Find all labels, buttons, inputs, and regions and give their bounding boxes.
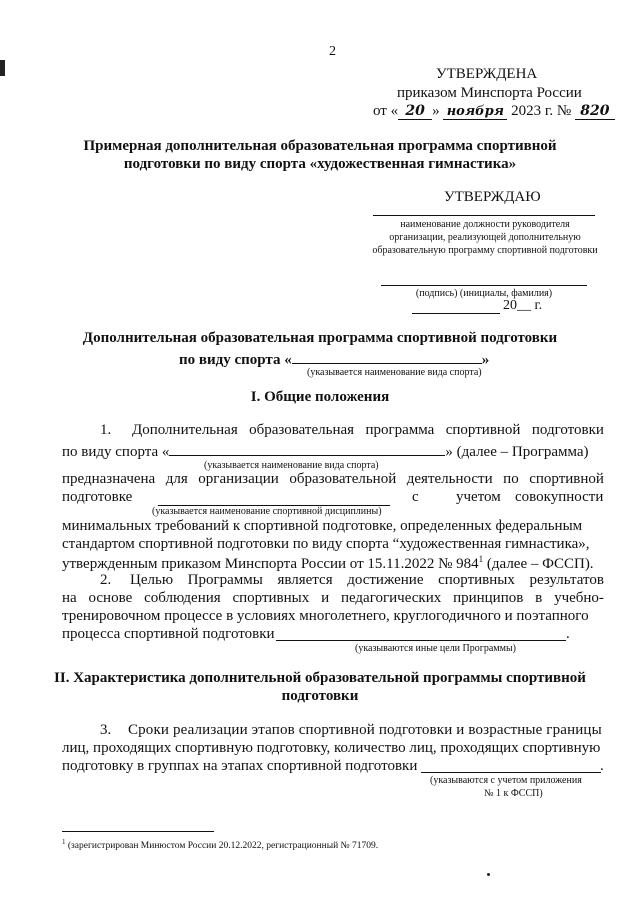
p1-word: по xyxy=(503,471,519,487)
p1-word: программа xyxy=(365,422,435,438)
footnote-text: (зарегистрирован Минюстом России 20.12.2022, регистрационный № 71709. xyxy=(65,841,379,852)
p3-line3-prefix: подготовку в группах на этапах спортивной подготовки xyxy=(62,758,418,774)
approve-title: УТВЕРЖДАЮ xyxy=(444,189,541,205)
p1-line1 xyxy=(132,422,604,439)
approval-year-label: 2023 г. № xyxy=(511,103,572,119)
p3-line3-suffix: . xyxy=(600,758,604,774)
approval-month-handwritten: ноября xyxy=(443,104,507,120)
p2-word: в xyxy=(535,590,543,606)
p2-line3: тренировочном процессе в условиях многолетнего, круглогодичного и поэтапного xyxy=(62,608,589,624)
p2-word: педагогических xyxy=(340,590,442,606)
p1-line4-d: совокупности xyxy=(515,489,604,505)
approve-date-line xyxy=(412,313,500,314)
approval-title: УТВЕРЖДЕНА xyxy=(436,66,538,82)
p3-hint-2: № 1 к ФССП) xyxy=(484,788,543,799)
p2-word: и xyxy=(321,590,330,606)
p1-word: спортивной xyxy=(529,471,604,487)
p2-line4-prefix: процесса спортивной подготовки xyxy=(62,626,275,642)
p1-word: предназначена xyxy=(62,471,156,487)
approve-sign-line xyxy=(381,285,587,286)
p1-line4-a: подготовке xyxy=(62,489,133,505)
p3-blank xyxy=(421,772,601,773)
p1-word: для xyxy=(165,471,188,487)
scan-mark xyxy=(0,60,5,76)
heading-line1: Примерная дополнительная образовательная программа спортивной xyxy=(83,138,557,154)
p2-word: Целью xyxy=(130,572,174,588)
p2-word: достижение xyxy=(347,572,424,588)
p1-word: организации xyxy=(198,471,279,487)
p1-word: подготовки xyxy=(531,422,604,438)
p2-word: учебно- xyxy=(554,590,604,606)
p1-line7 xyxy=(62,554,594,573)
p2-line1 xyxy=(130,572,604,589)
p2-word: спортивных xyxy=(232,590,310,606)
p1-line7-tail: (далее – ФССП). xyxy=(483,556,594,572)
approval-number-handwritten: 820 xyxy=(575,103,615,120)
heading-line2: подготовки по виду спорта «художественная гимнастика» xyxy=(123,156,517,172)
footnote-ref: 1 xyxy=(478,554,484,564)
p2-word: Программы xyxy=(187,572,263,588)
p2-word: является xyxy=(277,572,333,588)
program-title-suffix: » xyxy=(481,352,490,368)
p2-line4-suffix: . xyxy=(566,626,570,642)
p2-word: результатов xyxy=(529,572,604,588)
approve-hint-2: организации, реализующей дополнительную xyxy=(389,232,581,243)
p3-number: 3. xyxy=(100,722,112,738)
p1-line4-c: учетом xyxy=(456,489,501,505)
approve-hint-1: наименование должности руководителя xyxy=(400,219,570,230)
p3-line1: Сроки реализации этапов спортивной подготовки и возрастные границы xyxy=(128,722,602,738)
approve-date-tail: 20__ г. xyxy=(503,298,543,313)
p1-word: образовательная xyxy=(249,422,355,438)
p2-goals-blank xyxy=(276,640,566,641)
p2-word: принципов xyxy=(453,590,524,606)
program-title-line1: Дополнительная образовательная программа спортивной подготовки xyxy=(82,330,558,346)
p1-line6: стандартом спортивной подготовки по виду спорта “художественная гимнастика», xyxy=(62,536,590,552)
section2-title-line2: подготовки xyxy=(281,688,359,704)
approve-position-line xyxy=(373,215,595,216)
p2-hint: (указываются иные цели Программы) xyxy=(355,643,517,654)
p1-line3 xyxy=(62,471,604,488)
p3-hint-1: (указываются с учетом приложения xyxy=(430,775,582,786)
p1-hint-sport: (указывается наименование вида спорта) xyxy=(204,460,379,471)
approval-date-prefix: от « xyxy=(373,103,399,119)
p1-line2-suffix: » (далее – Программа) xyxy=(445,444,589,460)
program-title-line2 xyxy=(179,349,489,369)
footnote xyxy=(62,838,378,851)
approval-day-handwritten: 20 xyxy=(398,103,432,120)
section2-title-line1: II. Характеристика дополнительной образовательной программы спортивной xyxy=(54,670,586,686)
footnote-separator xyxy=(62,831,214,832)
p2-word: на xyxy=(62,590,77,606)
program-title-hint: (указывается наименование вида спорта) xyxy=(307,367,482,378)
p3-line2: лиц, проходящих спортивную подготовку, количество лиц, проходящих спортивную xyxy=(62,740,601,756)
p1-word: Дополнительная xyxy=(132,422,238,438)
approval-order-line: приказом Минспорта России xyxy=(397,85,582,101)
p2-word: основе xyxy=(88,590,133,606)
p1-word: деятельности xyxy=(406,471,493,487)
p1-line7-text: утвержденным приказом Минспорта России от 15.11.2022 № 984 xyxy=(62,556,479,572)
p1-line4-b: с xyxy=(412,489,419,505)
program-title-prefix: по виду спорта « xyxy=(179,352,292,368)
sport-name-blank xyxy=(292,349,482,364)
p1-word: спортивной xyxy=(445,422,521,438)
p1-line5: минимальных требований к спортивной подготовке, определенных федеральным xyxy=(62,518,583,534)
p2-word: соблюдения xyxy=(144,590,221,606)
p1-word: образовательной xyxy=(289,471,397,487)
approve-sign-hint: (подпись) (инициалы, фамилия) xyxy=(415,288,553,299)
p1-hint-discipline: (указывается наименование спортивной дисциплины) xyxy=(152,506,382,517)
section1-title: I. Общие положения xyxy=(250,389,390,405)
p1-line2-prefix: по виду спорта « xyxy=(62,444,170,460)
footnote-mark: 1 xyxy=(62,838,66,846)
approve-hint-3: образовательную программу спортивной подготовки xyxy=(372,245,598,256)
p2-number: 2. xyxy=(100,572,112,588)
approval-date-close: » xyxy=(432,103,440,119)
approval-date-line xyxy=(373,103,615,120)
p1-line2 xyxy=(62,441,589,461)
p2-word: спортивных xyxy=(438,572,515,588)
page-number: 2 xyxy=(329,44,336,59)
p1-sport-blank xyxy=(169,441,445,456)
p1-number: 1. xyxy=(100,422,112,438)
p2-line2 xyxy=(62,590,604,607)
scan-dot xyxy=(487,873,490,876)
